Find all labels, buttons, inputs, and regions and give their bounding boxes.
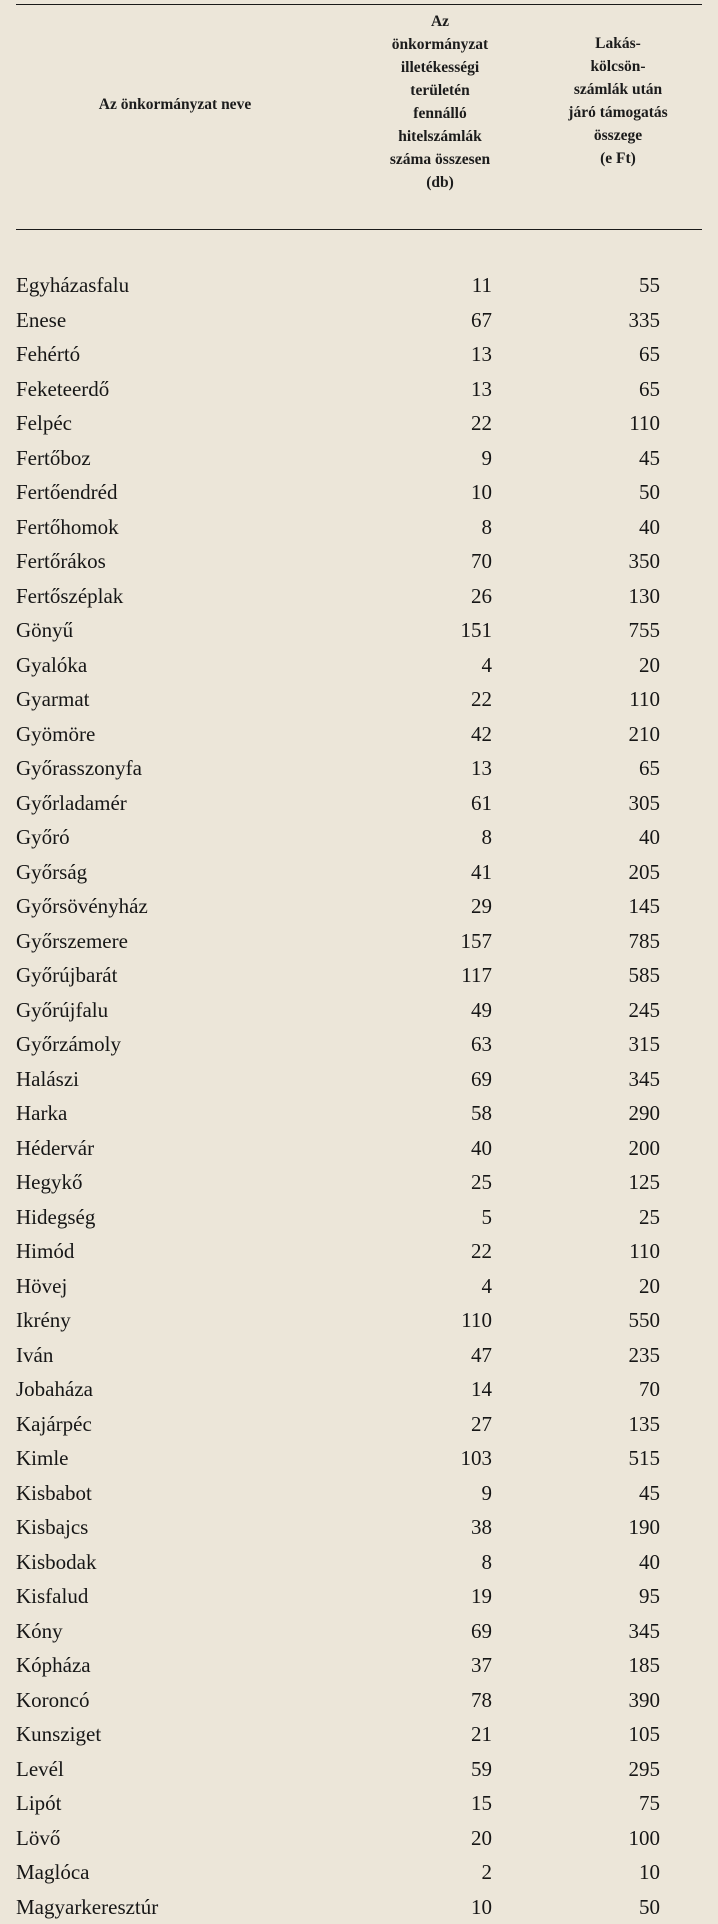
header-name-column [16,93,334,116]
support-amount: 105 [628,1722,660,1746]
table-row [0,1234,718,1269]
account-count: 22 [471,411,492,435]
support-amount: 345 [628,1066,660,1091]
table-row [0,337,718,372]
municipality-name: Gyalóka [16,652,88,677]
table-row [0,303,718,338]
municipality-name: Győrszemere [16,928,128,953]
municipality-name: Hédervár [16,1135,95,1160]
support-amount: 95 [639,1584,660,1608]
support-amount: 100 [628,1825,660,1850]
support-amount: 45 [639,445,660,470]
municipality-name: Kisbajcs [16,1515,89,1539]
table-row [0,1027,718,1062]
table-row [0,682,718,717]
header-line: Az önkormányzat neve [98,96,252,113]
municipality-name: Kópháza [16,1653,91,1677]
support-amount: 50 [639,480,660,504]
table-row [0,1890,718,1924]
account-count: 9 [481,1480,492,1505]
support-amount: 45 [639,1480,660,1505]
support-amount: 65 [639,376,660,401]
account-count: 63 [471,1032,492,1056]
table-row [0,1786,718,1821]
header-amount-column [535,32,701,170]
municipality-name: Győró [16,825,70,849]
account-count: 157 [460,928,492,953]
account-count: 40 [471,1135,492,1160]
account-count: 4 [481,1273,492,1298]
municipality-name: Győrság [16,859,88,884]
account-count: 61 [471,790,492,815]
support-amount: 130 [628,583,660,608]
municipality-name: Feketeerdő [16,376,110,401]
account-count: 37 [471,1653,492,1677]
municipality-name: Lövő [16,1825,61,1850]
support-amount: 290 [628,1101,660,1125]
table-row [0,786,718,821]
account-count: 5 [481,1204,492,1229]
support-amount: 40 [639,514,660,539]
header-line: számlák után [573,81,663,98]
table-row [0,993,718,1028]
support-amount: 550 [628,1308,660,1332]
table-row [0,1096,718,1131]
table-row [0,544,718,579]
table-row [0,1821,718,1856]
support-amount: 70 [639,1377,660,1401]
municipality-name: Egyházasfalu [16,273,130,297]
table-row [0,268,718,303]
header-line: Lakás- [595,35,641,52]
account-count: 151 [460,618,492,642]
municipality-name: Győrsövényház [16,894,148,918]
account-count: 27 [471,1411,492,1436]
account-count: 69 [471,1066,492,1091]
municipality-name: Gyömöre [16,721,96,746]
municipality-name: Harka [16,1101,68,1125]
table-row [0,1338,718,1373]
support-amount: 20 [639,1273,660,1298]
account-count: 10 [471,480,492,504]
municipality-name: Fertőhomok [16,514,119,539]
account-count: 2 [481,1860,492,1884]
support-amount: 20 [639,652,660,677]
table-row [0,924,718,959]
table-row [0,1717,718,1752]
municipality-name: Győrzámoly [16,1032,121,1056]
account-count: 58 [471,1101,492,1125]
header-line: területén [410,82,470,99]
municipality-name: Fertőendréd [16,480,118,504]
support-amount: 55 [639,273,660,297]
municipality-name: Fehértó [16,342,81,366]
account-count: 38 [471,1515,492,1539]
support-amount: 205 [628,859,660,884]
table-row [0,1752,718,1787]
municipality-name: Gyarmat [16,687,90,711]
table-row [0,648,718,683]
header-line: fennálló [413,105,467,122]
support-amount: 210 [628,721,660,746]
table-row [0,441,718,476]
table-row [0,889,718,924]
support-amount: 785 [628,928,660,953]
account-count: 59 [471,1756,492,1781]
support-amount: 305 [628,790,660,815]
account-count: 110 [461,1308,492,1332]
municipality-name: Maglóca [16,1860,90,1884]
municipality-name: Lipót [16,1791,62,1815]
header-line: (e Ft) [600,150,636,167]
account-count: 20 [471,1825,492,1850]
table-row [0,613,718,648]
account-count: 117 [461,963,492,987]
municipality-name: Kóny [16,1618,63,1643]
table-row [0,717,718,752]
account-count: 8 [481,825,492,849]
municipality-name: Kunsziget [16,1722,102,1746]
support-amount: 110 [629,1239,660,1263]
municipality-name: Kisfalud [16,1584,89,1608]
municipality-name: Győrladamér [16,790,127,815]
table-row [0,1269,718,1304]
support-amount: 40 [639,1549,660,1574]
account-count: 41 [471,859,492,884]
support-amount: 295 [628,1756,660,1781]
table-row [0,406,718,441]
table-row [0,1303,718,1338]
table-row [0,1165,718,1200]
account-count: 15 [471,1791,492,1815]
municipality-name: Kisbabot [16,1480,92,1505]
table-top-rule [16,4,702,5]
municipality-name: Győrasszonyfa [16,756,142,780]
municipality-name: Hegykő [16,1170,83,1194]
table-row [0,1200,718,1235]
municipality-name: Ikrény [16,1308,71,1332]
municipality-name: Gönyű [16,618,74,642]
header-line: hitelszámlák [398,128,482,145]
support-amount: 40 [639,825,660,849]
municipality-name: Hövej [16,1273,68,1298]
support-amount: 235 [628,1342,660,1367]
table-row [0,1510,718,1545]
support-amount: 65 [639,756,660,780]
table-row [0,1855,718,1890]
support-amount: 65 [639,342,660,366]
support-amount: 755 [628,618,660,642]
account-count: 67 [471,307,492,332]
support-amount: 190 [628,1515,660,1539]
support-amount: 335 [628,307,660,332]
support-amount: 75 [639,1791,660,1815]
account-count: 29 [471,894,492,918]
municipality-name: Felpéc [16,411,72,435]
account-count: 11 [471,273,492,297]
account-count: 69 [471,1618,492,1643]
municipality-name: Fertőboz [16,445,91,470]
municipality-name: Jobaháza [16,1377,93,1401]
municipality-name: Himód [16,1239,75,1263]
table-row [0,1545,718,1580]
account-count: 26 [471,583,492,608]
header-line: járó támogatás [568,104,668,121]
support-amount: 350 [628,549,660,573]
header-bottom-rule [16,229,702,230]
support-amount: 110 [629,687,660,711]
support-amount: 50 [639,1894,660,1919]
municipality-name: Koroncó [16,1687,90,1712]
municipality-name: Győrújbarát [16,963,118,987]
table-row [0,1131,718,1166]
table-row [0,1648,718,1683]
header-line: kölcsön- [590,58,646,75]
account-count: 70 [471,549,492,573]
municipality-name: Fertőszéplak [16,583,124,608]
municipality-name: Kimle [16,1446,69,1470]
support-amount: 245 [628,997,660,1022]
support-amount: 515 [628,1446,660,1470]
header-line: önkormányzat [391,36,489,53]
support-amount: 135 [628,1411,660,1436]
table-row [0,820,718,855]
municipality-name: Levél [16,1756,64,1781]
table-row [0,958,718,993]
table-row [0,1579,718,1614]
header-line: száma összesen [389,151,491,168]
municipality-name: Iván [16,1342,54,1367]
municipality-name: Hidegség [16,1204,96,1229]
account-count: 42 [471,721,492,746]
support-amount: 125 [628,1170,660,1194]
account-count: 21 [471,1722,492,1746]
account-count: 103 [460,1446,492,1470]
municipality-name: Kisbodak [16,1549,97,1574]
municipality-name: Halászi [16,1066,79,1091]
municipality-name: Magyarkeresztúr [16,1894,159,1919]
account-count: 13 [471,756,492,780]
municipality-name: Győrújfalu [16,997,109,1022]
table-row [0,372,718,407]
account-count: 8 [481,1549,492,1574]
account-count: 25 [471,1170,492,1194]
table-row [0,1614,718,1649]
support-amount: 345 [628,1618,660,1643]
account-count: 13 [471,342,492,366]
table-row [0,1476,718,1511]
support-amount: 315 [628,1032,660,1056]
table-body [0,268,718,1924]
account-count: 10 [471,1894,492,1919]
municipality-name: Enese [16,307,67,332]
table-row [0,855,718,890]
account-count: 47 [471,1342,492,1367]
table-row [0,475,718,510]
table-row [0,1372,718,1407]
support-amount: 200 [628,1135,660,1160]
municipality-name: Fertőrákos [16,549,106,573]
support-amount: 10 [639,1860,660,1884]
account-count: 8 [481,514,492,539]
table-row [0,1441,718,1476]
account-count: 4 [481,652,492,677]
municipality-name: Kajárpéc [16,1411,92,1436]
table-row [0,1062,718,1097]
support-amount: 25 [639,1204,660,1229]
account-count: 22 [471,687,492,711]
support-amount: 110 [629,411,660,435]
table-row [0,579,718,614]
header-line: illetékességi [400,59,480,76]
account-count: 9 [481,445,492,470]
table-row [0,1407,718,1442]
account-count: 14 [471,1377,492,1401]
header-count-column [352,10,528,194]
account-count: 78 [471,1687,492,1712]
table-row [0,1683,718,1718]
account-count: 49 [471,997,492,1022]
header-line: (db) [426,174,454,191]
support-amount: 185 [628,1653,660,1677]
table-row [0,510,718,545]
support-amount: 390 [628,1687,660,1712]
header-line: Az [430,13,450,30]
support-amount: 145 [628,894,660,918]
header-line: összege [593,127,643,144]
account-count: 22 [471,1239,492,1263]
table-row [0,751,718,786]
account-count: 13 [471,376,492,401]
support-amount: 585 [628,963,660,987]
account-count: 19 [471,1584,492,1608]
